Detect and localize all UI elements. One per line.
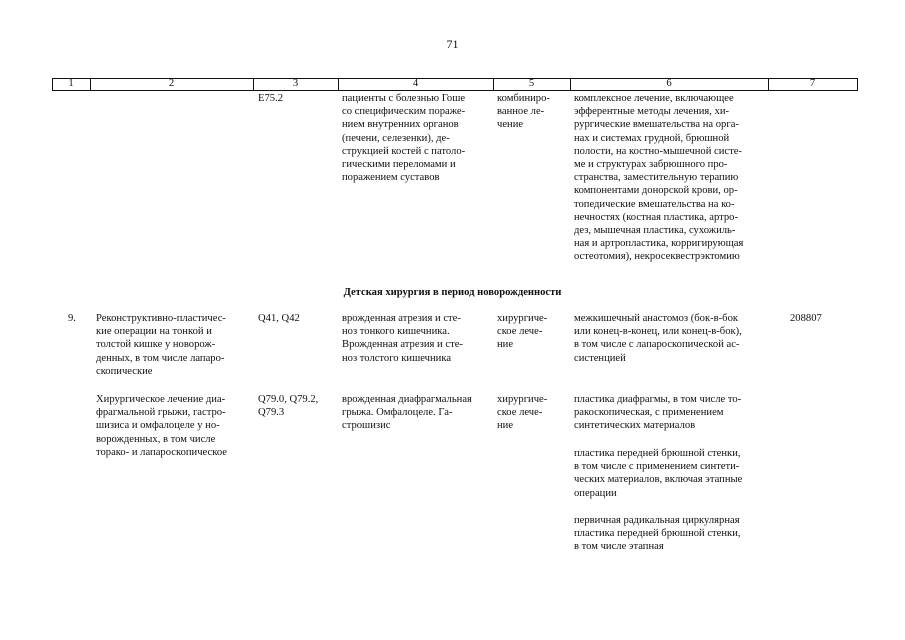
row9-item1-treatment-type: хирургиче- ское лече- ние xyxy=(497,313,548,351)
row9-item2-treatment-type: хирургиче- ское лече- ние xyxy=(497,394,548,432)
row9-item2-code: Q79.0, Q79.2, Q79.3 xyxy=(258,394,319,419)
header-col-7: 7 xyxy=(809,78,816,89)
section-title: Детская хирургия в период новорожденности xyxy=(343,287,562,298)
continuation-treatment-type: комбиниро- ванное ле- чение xyxy=(497,93,550,131)
row9-item2-method-2: пластика передней брюшной стенки, в том числе с применением синтети- ческих материалов, включая этапные операции xyxy=(574,448,743,499)
row9-item1-code: Q41, Q42 xyxy=(258,313,300,324)
row9-item1-treatment-method: межкишечный анастомоз (бок-в-бок или конец-в-конец, или конец-в-бок), в том числе с лапароскопической ас- систенцией xyxy=(574,313,742,364)
row9-item2-patient-model: врожденная диафрагмальная грыжа. Омфалоцеле. Га- строшизис xyxy=(342,394,472,432)
row9-item2-method-3: первичная радикальная циркулярная пластика передней брюшной стенки, в том числе этапная xyxy=(574,515,741,553)
header-col-2: 2 xyxy=(168,78,175,89)
header-col-1: 1 xyxy=(68,78,74,89)
continuation-code: E75.2 xyxy=(258,93,284,104)
page-number: 71 xyxy=(446,37,459,51)
header-col-6: 6 xyxy=(666,78,672,89)
header-col-5: 5 xyxy=(528,78,535,89)
row9-item2-name: Хирургическое лечение диа- фрагмальной грыжи, гастро- шизиса и омфалоцеле у но- ворожденных, в том числе торако- и лапароскопическое xyxy=(96,394,227,458)
header-separator xyxy=(857,78,858,90)
row-tariff: 208807 xyxy=(790,313,822,324)
continuation-patient-model: пациенты с болезнью Гоше со специфическим пораже- нием внутренних органов (печени, селезенки), де- струкцией костей с патоло- гическими переломами и поражением суставов xyxy=(342,93,466,184)
row9-item1-name: Реконструктивно-пластичес- кие операции на тонкой и толстой кишке у новорож- денных, в том числе лапаро- скопические xyxy=(96,313,226,377)
header-col-3: 3 xyxy=(292,78,299,89)
header-bottom-rule xyxy=(52,90,858,91)
continuation-treatment-method: комплексное лечение, включающее эфферентные методы лечения, хи- рургические вмешательства на орга- нах и системах грудной, брюшной полости, на костно-мышечной систе- ме и структурах забрюшного про- странства, заместительную терапию компонентами донорской крови, ор- топедические вмешательства на ко- нечностях (костная пластика, артро- дез, мышечная пластика, сухожиль- ная и артропластика, корригирующая остеотомия), некросеквестрэктомию xyxy=(574,93,744,263)
header-col-4: 4 xyxy=(412,78,419,89)
row-number: 9. xyxy=(68,313,76,324)
row9-item1-patient-model: врожденная атрезия и сте- ноз тонкого кишечника. Врожденная атрезия и сте- ноз толстого кишечника xyxy=(342,313,463,364)
row9-item2-method-1: пластика диафрагмы, в том числе то- ракоскопическая, с применением синтетических материалов xyxy=(574,394,742,432)
